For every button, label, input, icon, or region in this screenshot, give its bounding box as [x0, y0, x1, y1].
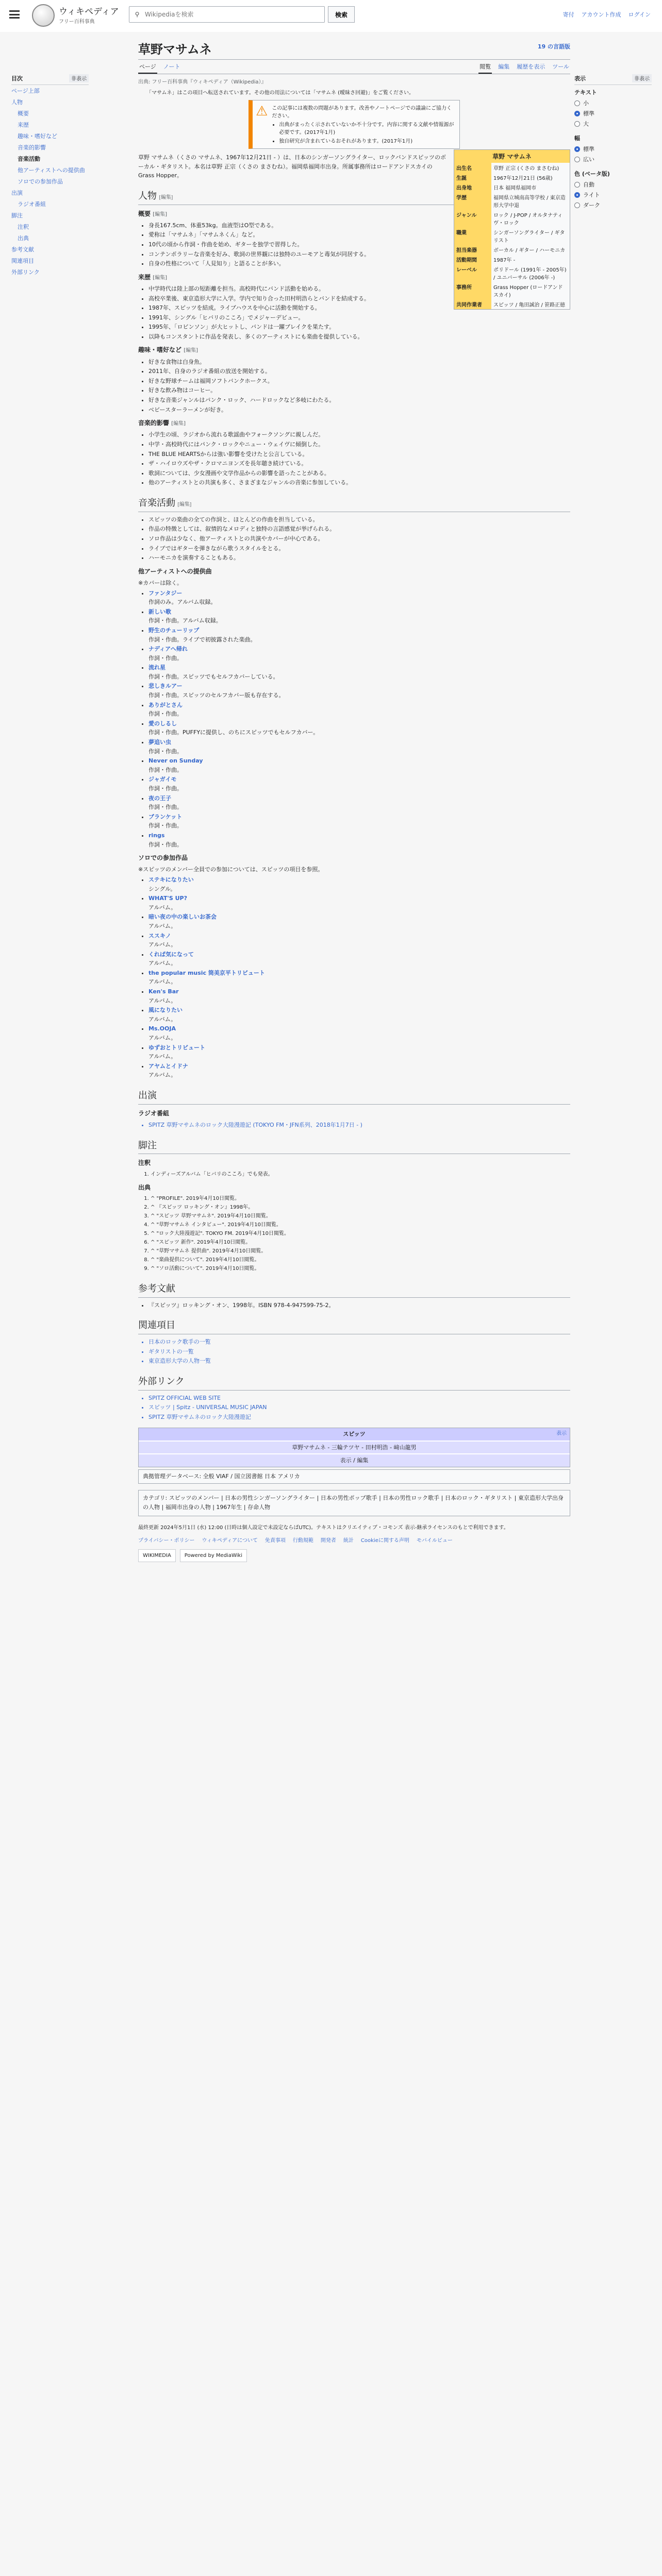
related-link[interactable]: • ギタリストの一覧 — [148, 1347, 570, 1357]
infobox-value: シンガーソングライター / ギタリスト — [493, 230, 565, 244]
work-title[interactable]: Ken's Bar — [148, 988, 179, 995]
work-item — [148, 775, 570, 793]
offer-note: ※カバーは除く。 — [138, 579, 183, 586]
work-title[interactable]: ありがとさん — [148, 701, 183, 708]
appearance-panel — [574, 72, 652, 215]
list-item: • 中学時代は陸上部の短距離を担当。高校時代にバンド活動を始める。 — [148, 284, 570, 294]
section-title: 参考文献 — [138, 1283, 175, 1294]
list-item: • 2011年、自身のラジオ番組の放送を開始する。 — [148, 367, 570, 376]
related-link[interactable]: • 東京造形大学の人物一覧 — [148, 1357, 570, 1366]
subsection-title: 来歴 — [138, 273, 151, 281]
warning-icon: ⚠ — [256, 104, 268, 119]
toc-item[interactable]: 音楽的影響 — [18, 144, 46, 151]
work-item — [148, 950, 570, 968]
work-item — [148, 626, 570, 644]
work-desc: 作詞・作曲。アルバム収録。 — [148, 617, 222, 624]
infobox-value: 1967年12月21日 (56歳) — [493, 176, 553, 181]
toc-title: 目次 — [11, 75, 23, 82]
site-header — [0, 0, 662, 32]
infobox-key: 出身地 — [454, 182, 491, 192]
section-title: 脚注 — [138, 1140, 157, 1150]
search-box — [129, 6, 325, 23]
work-title[interactable]: 新しい歌 — [148, 608, 171, 615]
site-logo[interactable] — [32, 4, 119, 27]
citation-item: 3. ^ "スピッツ 草野マサムネ". 2019年4月10日閲覧。 — [151, 1212, 570, 1221]
navbox-row: 草野マサムネ - 三輪テツヤ - 田村明浩 - 﨑山龍男 — [139, 1440, 570, 1454]
footer-logo: Powered by MediaWiki — [180, 1549, 247, 1562]
list-item: • 好きな野球チームは福岡ソフトバンクホークス。 — [148, 377, 570, 386]
section-heading — [138, 1088, 570, 1105]
work-item — [148, 987, 570, 1005]
appearance-hide-button[interactable]: 非表示 — [632, 74, 652, 82]
toc-item[interactable]: 出演 — [11, 190, 23, 196]
work-item — [148, 738, 570, 756]
work-title[interactable]: アヤムとイドナ — [148, 1062, 188, 1070]
work-desc: 作詞・作曲。 — [148, 841, 183, 848]
section-title: 出演 — [138, 1090, 157, 1100]
infobox-key: 担当楽器 — [454, 245, 491, 255]
list-item: • コンテンポラリーな音楽を好み、歌詞の世界観には独特のユーモアと毒気が同居する。 — [148, 250, 570, 259]
list-item: • 好きな飲み物はコーヒー。 — [148, 386, 570, 395]
work-title[interactable]: ススキノ — [148, 932, 171, 939]
user-links — [563, 10, 651, 19]
text-size-standard[interactable] — [574, 108, 652, 118]
edit-link[interactable]: [編集] — [171, 421, 186, 427]
list-item: • 愛称は「マサムネ」「マサムネくん」など。 — [148, 230, 570, 240]
bullet-list — [138, 430, 570, 487]
related-link[interactable]: • 日本のロック歌手の一覧 — [148, 1337, 570, 1347]
infobox — [454, 149, 570, 310]
wikipedia-globe-icon — [32, 4, 55, 27]
main-menu-icon[interactable] — [9, 10, 20, 19]
list-item: • 1991年、シングル「ヒバリのこころ」でメジャーデビュー。 — [148, 313, 570, 323]
color-light[interactable] — [574, 190, 652, 200]
toc-item[interactable]: ページ上部 — [11, 88, 40, 94]
work-title[interactable]: 野生のチューリップ — [148, 626, 200, 634]
list-item: • 1987年、スピッツを結成。ライブハウスを中心に活動を開始する。 — [148, 303, 570, 313]
subsection-heading: 出典 — [138, 1183, 151, 1191]
list-item: • 小学生の頃、ラジオから流れる歌謡曲やフォークソングに親しんだ。 — [148, 430, 570, 439]
toc-item[interactable]: 他アーティストへの提供曲 — [18, 167, 85, 174]
section-heading — [138, 1318, 570, 1334]
work-title[interactable]: ステキになりたい — [148, 876, 194, 883]
work-item — [148, 894, 570, 912]
tab-edit[interactable]: 編集 — [498, 63, 510, 70]
work-desc: アルバム。 — [148, 960, 177, 967]
work-item — [148, 912, 570, 930]
section-title: 外部リンク — [138, 1376, 185, 1386]
work-item — [148, 875, 570, 893]
work-title[interactable]: 暗い夜の中の楽しいお茶会 — [148, 913, 217, 921]
tab-tools[interactable]: ツール — [552, 63, 569, 70]
work-desc: アルバム。 — [148, 941, 177, 948]
tab-talk[interactable]: ノート — [163, 63, 180, 70]
toc-item[interactable]: 注釈 — [18, 224, 29, 230]
work-title[interactable]: rings — [148, 832, 165, 839]
work-desc: シングル。 — [148, 885, 176, 892]
work-desc: 作詞・作曲。 — [148, 785, 183, 792]
work-title[interactable]: 風になりたい — [148, 1007, 183, 1014]
notice-item: • 独自研究が含まれているおそれがあります。(2017年1月) — [279, 137, 456, 144]
list-item: • ソロ作品は少なく、他アーティストとの共演やカバーが中心である。 — [148, 534, 570, 544]
subsection-heading: 他アーティストへの提供曲 — [138, 567, 212, 575]
work-desc: アルバム。 — [148, 922, 177, 929]
work-desc: 作詞のみ。アルバム収録。 — [148, 599, 217, 606]
width-wide[interactable] — [574, 154, 652, 164]
radio-icon — [574, 202, 580, 208]
radio-selected-icon — [574, 192, 580, 198]
hatnote: 「マサムネ」はこの項目へ転送されています。その他の用法については「マサムネ (曖昧さ回避)」をご覧ください。 — [146, 90, 414, 96]
list-item: • 中学・高校時代にはパンク・ロックやニュー・ウェイヴに傾倒した。 — [148, 440, 570, 449]
page-footer — [138, 1523, 570, 1562]
list-item: • THE BLUE HEARTSからは強い影響を受けたと公言している。 — [148, 450, 570, 459]
radio-icon — [574, 182, 580, 188]
tab-page[interactable]: ページ — [138, 60, 157, 74]
work-title[interactable]: Never on Sunday — [148, 757, 203, 765]
work-desc: アルバム。 — [148, 904, 177, 911]
infobox-key: 事務所 — [454, 282, 491, 299]
option-label: 標準 — [583, 110, 594, 117]
subsection-title: 音楽的影響 — [138, 419, 170, 427]
work-item — [148, 794, 570, 812]
option-label: 標準 — [583, 146, 594, 152]
infobox-key: 学歴 — [454, 192, 491, 210]
external-link[interactable]: • スピッツ | Spitz - UNIVERSAL MUSIC JAPAN — [148, 1403, 570, 1412]
footer-link[interactable]: 免責事項 — [264, 1538, 286, 1544]
work-item — [148, 831, 570, 849]
work-title[interactable]: ナディアへ帰れ — [148, 646, 188, 653]
infobox-title: 草野 マサムネ — [454, 150, 570, 163]
toc-item[interactable]: 来歴 — [18, 122, 29, 128]
infobox-row — [454, 192, 570, 210]
work-title[interactable]: Ms.OOJA — [148, 1025, 176, 1032]
list-item: • ライブではギターを弾きながら歌うスタイルをとる。 — [148, 544, 570, 553]
subsection-title: 趣味・嗜好など — [138, 346, 182, 354]
color-auto[interactable] — [574, 179, 652, 190]
list-item: • 自身の性格について「人見知り」と語ることが多い。 — [148, 259, 570, 268]
tab-read[interactable]: 閲覧 — [478, 60, 492, 74]
work-desc: アルバム。 — [148, 1035, 177, 1042]
infobox-value: Grass Hopper (ロードアンドスカイ) — [493, 285, 563, 298]
citation-item: 5. ^ "ロック大陸漫遊記". TOKYO FM. 2019年4月10日閲覧。 — [151, 1230, 570, 1238]
work-title[interactable]: ファンタジー — [148, 589, 183, 597]
work-desc: 作詞・作曲。PUFFYに提供し、のちにスピッツでもセルフカバー。 — [148, 729, 319, 736]
list-item: • 高校卒業後、東京造形大学に入学。学内で知り合った田村明浩らとバンドを結成する。 — [148, 294, 570, 303]
work-desc: アルバム。 — [148, 1015, 177, 1023]
list-item: • 作品の特徴としては、叙情的なメロディと独特の言語感覚が挙げられる。 — [148, 524, 570, 534]
work-title[interactable]: ゆずおとトリビュート — [148, 1044, 205, 1051]
article-main — [138, 39, 570, 1562]
list-item[interactable]: • SPITZ 草野マサムネのロック大陸漫遊記 (TOKYO FM・JFN系列、2018年1月7日 - ) — [148, 1121, 570, 1130]
footer-logo: WIKIMEDIA — [138, 1549, 176, 1562]
language-button[interactable]: 19 の言語版 — [537, 43, 570, 50]
work-item — [148, 607, 570, 625]
footer-link[interactable]: プライバシー・ポリシー — [138, 1538, 195, 1544]
footer-link[interactable]: モバイルビュー — [416, 1538, 453, 1544]
option-label: ライト — [583, 192, 600, 198]
lead-paragraph: 草野 マサムネ（くさの マサムネ、1967年12月21日 - ）は、日本のシンガーソングライター、ロックバンドスピッツのボーカル・ギタリスト。本名は草野 正宗（くさの まさむね）。福岡県福岡市出身。所属事務所はロードアンドスカイのGrass Hopper。 — [138, 154, 446, 179]
text-size-label: テキスト — [574, 89, 597, 96]
toc-item[interactable]: 脚注 — [11, 212, 23, 219]
list-item: • ベビースターラーメンが好き。 — [148, 405, 570, 415]
toc-item[interactable]: 参考文献 — [11, 246, 34, 253]
work-item — [148, 663, 570, 681]
footer-text: 最終更新 2024年5月1日 (水) 12:00 (日時は個人設定で未設定ならばUTC)。テキストはクリエイティブ・コモンズ 表示-継承ライセンスのもとで利用できます。 — [138, 1525, 509, 1531]
page-title: 草野マサムネ — [138, 39, 570, 60]
edit-link[interactable]: [編集] — [153, 211, 168, 217]
infobox-row — [454, 255, 570, 264]
citation-item: 7. ^ "草野マサムネ 提供曲". 2019年4月10日閲覧。 — [151, 1247, 570, 1256]
work-title[interactable]: 流れ星 — [148, 664, 166, 671]
edit-link[interactable]: [編集] — [159, 194, 173, 200]
work-title[interactable]: WHAT'S UP? — [148, 895, 187, 902]
work-desc: アルバム。 — [148, 1072, 177, 1079]
logo-tagline: フリー百科事典 — [59, 19, 95, 25]
width-label: 幅 — [574, 135, 580, 142]
radio-selected-icon — [574, 146, 580, 152]
infobox-row — [454, 245, 570, 255]
work-item — [148, 701, 570, 719]
edit-link[interactable]: [編集] — [153, 275, 168, 281]
search-input[interactable] — [145, 11, 324, 18]
work-title[interactable]: くれば気になって — [148, 951, 194, 958]
work-title[interactable]: 愛のしるし — [148, 720, 177, 727]
work-title[interactable]: 夢追い虫 — [148, 739, 171, 746]
toc-item[interactable]: 出典 — [18, 235, 29, 242]
citation-item: 6. ^ "スピッツ 新作". 2019年4月10日閲覧。 — [151, 1239, 570, 1247]
external-link[interactable]: • SPITZ 草野マサムネのロック大陸漫遊記 — [148, 1413, 570, 1422]
list-item: • ザ・ハイロウズやザ・クロマニヨンズを長年聴き続けている。 — [148, 459, 570, 468]
work-desc: 作詞・作曲。スピッツでもセルフカバーしている。 — [148, 673, 279, 680]
section-title: 音楽活動 — [138, 497, 175, 508]
infobox-row — [454, 227, 570, 245]
notice-head: この記事には複数の問題があります。改善やノートページでの議論にご協力ください。 — [272, 106, 452, 119]
navbox-row: 表示 / 編集 — [139, 1453, 570, 1467]
footer-link[interactable]: ウィキペディアについて — [202, 1538, 258, 1544]
work-item — [148, 719, 570, 737]
work-item — [148, 969, 570, 987]
citation-item: 8. ^ "楽曲提供について". 2019年4月10日閲覧。 — [151, 1256, 570, 1264]
work-item — [148, 682, 570, 700]
infobox-key: ジャンル — [454, 210, 491, 227]
color-label: 色 (ベータ版) — [574, 171, 610, 177]
infobox-value: 草野 正宗 (くさの まさむね) — [493, 166, 559, 172]
footer-link[interactable]: 開発者 — [320, 1538, 336, 1544]
work-desc: 作詞・作曲。 — [148, 710, 183, 718]
radio-icon — [574, 157, 580, 162]
page-tabs — [138, 61, 570, 74]
section-heading — [138, 1374, 570, 1391]
toc-item[interactable]: 音楽活動 — [18, 156, 40, 162]
text-size-large[interactable] — [574, 118, 652, 129]
citation-item: 4. ^ "草野マサムネ インタビュー". 2019年4月10日閲覧。 — [151, 1221, 570, 1229]
option-label: ダーク — [583, 202, 600, 209]
tab-history[interactable]: 履歴を表示 — [517, 63, 545, 70]
work-item — [148, 645, 570, 663]
infobox-row — [454, 210, 570, 227]
toc-item[interactable]: 人物 — [11, 99, 23, 106]
infobox-key: 職業 — [454, 227, 491, 245]
section-title: 人物 — [138, 190, 157, 201]
radio-icon — [574, 121, 580, 127]
toc-item[interactable]: ソロでの参加作品 — [18, 178, 63, 185]
work-desc: アルバム。 — [148, 1053, 177, 1060]
infobox-key: 生誕 — [454, 173, 491, 182]
reference-item: • 『スピッツ』ロッキング・オン、1998年。ISBN 978-4-947599-75-2。 — [148, 1301, 570, 1310]
work-desc: 作詞・作曲。 — [148, 804, 183, 811]
subsection-title: 概要 — [138, 210, 151, 217]
radio-selected-icon — [574, 111, 580, 116]
search-icon: ⚲ — [135, 11, 140, 18]
subsection-heading: ラジオ番組 — [138, 1109, 170, 1117]
work-desc: 作詞・作曲。ライブで初披露された楽曲。 — [148, 636, 256, 643]
footnote-item: 1. インディーズアルバム「ヒバリのこころ」でも発表。 — [151, 1171, 570, 1179]
list-item: • スピッツの楽曲の全ての作詞と、ほとんどの作曲を担当している。 — [148, 515, 570, 524]
work-item — [148, 756, 570, 774]
login-link[interactable]: ログイン — [628, 11, 651, 18]
work-desc: 作詞・作曲。 — [148, 654, 183, 662]
work-desc: アルバム。 — [148, 978, 177, 986]
section-title: 関連項目 — [138, 1320, 175, 1331]
work-title[interactable]: the popular music 筒美京平トリビュート — [148, 969, 265, 976]
infobox-row — [454, 264, 570, 282]
footer-link[interactable]: 統計 — [343, 1538, 354, 1544]
issues-notice — [249, 100, 460, 149]
option-label: 自動 — [583, 181, 594, 188]
infobox-key: レーベル — [454, 264, 491, 282]
toc-hide-button[interactable]: 非表示 — [69, 74, 89, 82]
footer-link[interactable]: 行動規範 — [292, 1538, 313, 1544]
list-item: • 好きな音楽ジャンルはパンク・ロック、ハードロックなど多岐にわたる。 — [148, 396, 570, 405]
subsection-heading — [138, 418, 570, 428]
toc-item[interactable]: ラジオ番組 — [18, 201, 46, 208]
work-item — [148, 589, 570, 607]
list-item: • 身長167.5cm、体重53kg。血液型はO型である。 — [148, 221, 570, 230]
option-label: 大 — [583, 121, 589, 127]
infobox-value: 福岡県立城南高等学校 / 東京造形大学中退 — [493, 195, 566, 209]
infobox-row — [454, 282, 570, 299]
edit-link[interactable]: [編集] — [184, 348, 198, 354]
notice-item: • 出典がまったく示されていないか不十分です。内容に関する文献や情報源が必要です。(2017年1月) — [279, 120, 456, 135]
text-size-small[interactable] — [574, 98, 652, 108]
toc-item[interactable]: 概要 — [18, 110, 29, 117]
work-title[interactable]: 悲しきルアー — [148, 683, 183, 690]
donate-link[interactable]: 寄付 — [562, 11, 574, 18]
navbox-title[interactable]: スピッツ — [343, 1431, 366, 1438]
work-desc: アルバム。 — [148, 997, 177, 1004]
bullet-list — [138, 358, 570, 415]
list-item: • ハーモニカを演奏することもある。 — [148, 553, 570, 563]
work-title[interactable]: 夜の王子 — [148, 794, 171, 802]
infobox-value: ロック / J-POP / オルタナティヴ・ロック — [493, 213, 563, 226]
list-item: • 以降もコンスタントに作品を発表し、多くのアーティストにも楽曲を提供している。 — [148, 332, 570, 342]
work-item — [148, 1024, 570, 1042]
navbox-toggle[interactable]: 表示 — [556, 1431, 567, 1437]
list-item: • 好きな食物は白身魚。 — [148, 358, 570, 367]
list-item: • 歌詞については、少女漫画や文学作品からの影響を語ったことがある。 — [148, 469, 570, 478]
article-content — [138, 153, 570, 1562]
citation-item: 2. ^ 『スピッツ ロッキング・オン』1998年。 — [151, 1204, 570, 1212]
toc-item[interactable]: 外部リンク — [11, 269, 40, 276]
work-item — [148, 1043, 570, 1061]
work-item — [148, 1006, 570, 1024]
list-item: • 他のアーティストとの共演も多く、さまざまなジャンルの音楽に参加している。 — [148, 478, 570, 487]
footer-link[interactable]: Cookieに関する声明 — [360, 1538, 409, 1544]
citation-item: 1. ^ "PROFILE". 2019年4月10日閲覧。 — [151, 1195, 570, 1203]
section-heading — [138, 1138, 570, 1155]
option-label: 広い — [583, 156, 594, 163]
category-links: カテゴリ: スピッツのメンバー | 日本の男性シンガーソングライター | 日本の男性ポップ歌手 | 日本の男性ロック歌手 | 日本のロック・ギタリスト | 東京造形大学出身の人物 | 福岡市出身の人物 | 1967年生 | 存命人物 — [138, 1490, 570, 1516]
width-standard[interactable] — [574, 144, 652, 154]
site-subtitle: 出典: フリー百科事典『ウィキペディア（Wikipedia）』 — [138, 79, 267, 85]
table-of-contents — [11, 72, 89, 278]
external-link[interactable]: • SPITZ OFFICIAL WEB SITE — [148, 1394, 570, 1403]
subsection-heading: 注釈 — [138, 1159, 151, 1167]
infobox-key: 活動期間 — [454, 255, 491, 264]
section-heading — [138, 1281, 570, 1298]
work-desc: 作詞・作曲。 — [148, 822, 183, 829]
radio-icon — [574, 100, 580, 106]
work-desc: 作詞・作曲。スピッツのセルフカバー版も存在する。 — [148, 692, 285, 699]
subsection-heading: ソロでの参加作品 — [138, 854, 188, 862]
section-heading — [138, 496, 570, 512]
infobox-row — [454, 299, 570, 309]
infobox-key: 出生名 — [454, 163, 491, 173]
infobox-value: ポリドール (1991年 - 2005年) / ユニバーサル (2006年 -) — [493, 267, 567, 281]
infobox-row — [454, 182, 570, 192]
create-account-link[interactable]: アカウント作成 — [581, 11, 621, 18]
infobox-value: ボーカル / ギター / ハーモニカ — [493, 248, 566, 253]
work-title[interactable]: ブランケット — [148, 813, 183, 820]
edit-link[interactable]: [編集] — [177, 501, 192, 507]
appearance-title: 表示 — [574, 75, 586, 82]
logo-wordmark: ウィキペディア — [59, 6, 119, 17]
infobox-row — [454, 173, 570, 182]
work-desc: 作詞・作曲。 — [148, 748, 183, 755]
subsection-heading — [138, 345, 570, 355]
authority-control: 典拠管理データベース: 全般 VIAF / 国立図書館 日本 アメリカ — [138, 1469, 570, 1484]
list-item: • 10代の頃から作詞・作曲を始め、ギターを独学で習得した。 — [148, 240, 570, 249]
work-item — [148, 1062, 570, 1080]
toc-item[interactable]: 関連項目 — [11, 258, 34, 264]
list-item: • 1995年、「ロビンソン」が大ヒットし、バンドは一躍ブレイクを果たす。 — [148, 323, 570, 332]
work-item — [148, 931, 570, 950]
citation-item: 9. ^ "ソロ活動について". 2019年4月10日閲覧。 — [151, 1265, 570, 1273]
work-title[interactable]: ジャガイモ — [148, 776, 177, 783]
infobox-value: 1987年 - — [493, 258, 516, 263]
infobox-value: スピッツ / 亀田誠治 / 笹路正徳 — [493, 302, 566, 308]
navbox — [138, 1428, 570, 1467]
color-dark[interactable] — [574, 200, 652, 210]
work-desc: 作詞・作曲。 — [148, 766, 183, 773]
infobox-value: 日本 福岡県福岡市 — [493, 185, 537, 191]
infobox-row — [454, 163, 570, 173]
toc-item[interactable]: 趣味・嗜好など — [18, 133, 57, 140]
work-item — [148, 812, 570, 831]
option-label: 小 — [583, 100, 589, 107]
solo-note: ※スピッツのメンバー全員での参加については、スピッツの項目を参照。 — [138, 866, 324, 873]
infobox-key: 共同作業者 — [454, 299, 491, 309]
search-button[interactable]: 検索 — [328, 6, 355, 23]
